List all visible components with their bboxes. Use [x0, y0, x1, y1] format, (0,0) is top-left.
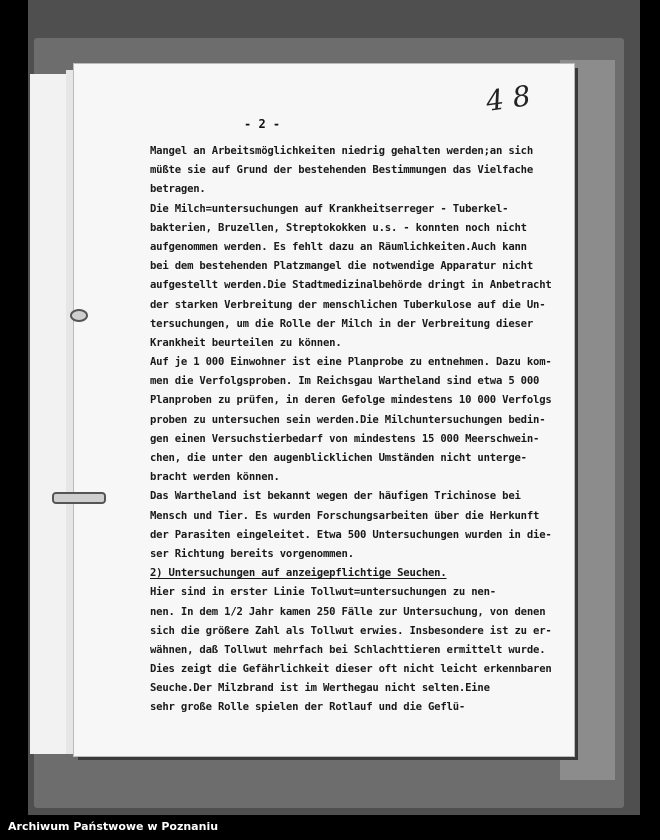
text-line: chen, die unter den augenblicklichen Umständen nicht unterge- [150, 452, 527, 464]
text-line: ser Richtung bereits vorgenommen. [150, 547, 354, 560]
page-number: - 2 - [244, 117, 281, 131]
text-line: der starken Verbreitung der menschlichen Tuberkulose auf die Un- [150, 298, 546, 311]
text-line: proben zu untersuchen sein werden.Die Milchuntersuchungen bedin- [150, 413, 546, 426]
text-line: Krankheit beurteilen zu können. [150, 336, 342, 349]
document-body [150, 145, 560, 721]
text-line: Dies zeigt die Gefährlichkeit dieser oft nicht leicht erkennbaren [150, 663, 552, 676]
text-line: Planproben zu prüfen, in deren Gefolge mindestens 10 000 Verfolgs [150, 394, 552, 407]
archive-label: Archiwum Państwowe w Poznaniu [8, 820, 219, 833]
text-line: aufgenommen werden. Es fehlt dazu an Räumlichkeiten.Auch kann [150, 240, 527, 253]
text-line: der Parasiten eingeleitet. Etwa 500 Untersuchungen wurden in die- [150, 528, 552, 541]
text-line: aufgestellt werden.Die Stadtmedizinalbehörde dringt in Anbetracht [150, 279, 552, 292]
text-line: Mangel an Arbeitsmöglichkeiten niedrig gehalten werden;an sich [150, 145, 534, 157]
text-line: men die Verfolgsproben. Im Reichsgau Wartheland sind etwa 5 000 [150, 375, 540, 388]
text-line: bakterien, Bruzellen, Streptokokken u.s. - konnten noch nicht [150, 221, 527, 234]
binder-clip-bottom [52, 492, 106, 504]
text-line: Seuche.Der Milzbrand ist im Werthegau nicht selten.Eine [150, 682, 490, 695]
text-line: betragen. [150, 183, 206, 196]
text-line: Mensch und Tier. Es wurden Forschungsarbeiten über die Herkunft [150, 509, 540, 522]
archive-footer [0, 815, 660, 840]
text-line: sehr große Rolle spielen der Rotlauf und die Geflü- [150, 701, 466, 714]
text-line: bracht werden können. [150, 471, 280, 484]
text-line: sich die größere Zahl als Tollwut erwies. Insbesondere ist zu er- [150, 624, 552, 637]
text-line: tersuchungen, um die Rolle der Milch in der Verbreitung dieser [150, 317, 534, 330]
text-line: gen einen Versuchstierbedarf von mindestens 15 000 Meerschwein- [150, 432, 540, 445]
binder-clip-top [70, 309, 88, 322]
section-heading: 2) Untersuchungen auf anzeigepflichtige Seuchen. [150, 567, 447, 580]
text-line: Auf je 1 000 Einwohner ist eine Planprobe zu entnehmen. Dazu kom- [150, 356, 552, 369]
text-line: müßte sie auf Grund der bestehenden Bestimmungen das Vielfache [150, 164, 534, 177]
text-line: Das Wartheland ist bekannt wegen der häufigen Trichinose bei [150, 490, 521, 503]
text-line: Hier sind in erster Linie Tollwut=untersuchungen zu nen- [150, 586, 496, 599]
handwritten-folio-mark: 4 8 [483, 79, 533, 118]
text-line: Die Milch=untersuchungen auf Krankheitserreger - Tuberkel- [150, 202, 509, 215]
text-line: nen. In dem 1/2 Jahr kamen 250 Fälle zur Untersuchung, von denen [150, 605, 546, 618]
text-line: bei dem bestehenden Platzmangel die notwendige Apparatur nicht [150, 260, 534, 273]
text-line: wähnen, daß Tollwut mehrfach bei Schlachttieren ermittelt wurde. [150, 643, 546, 656]
